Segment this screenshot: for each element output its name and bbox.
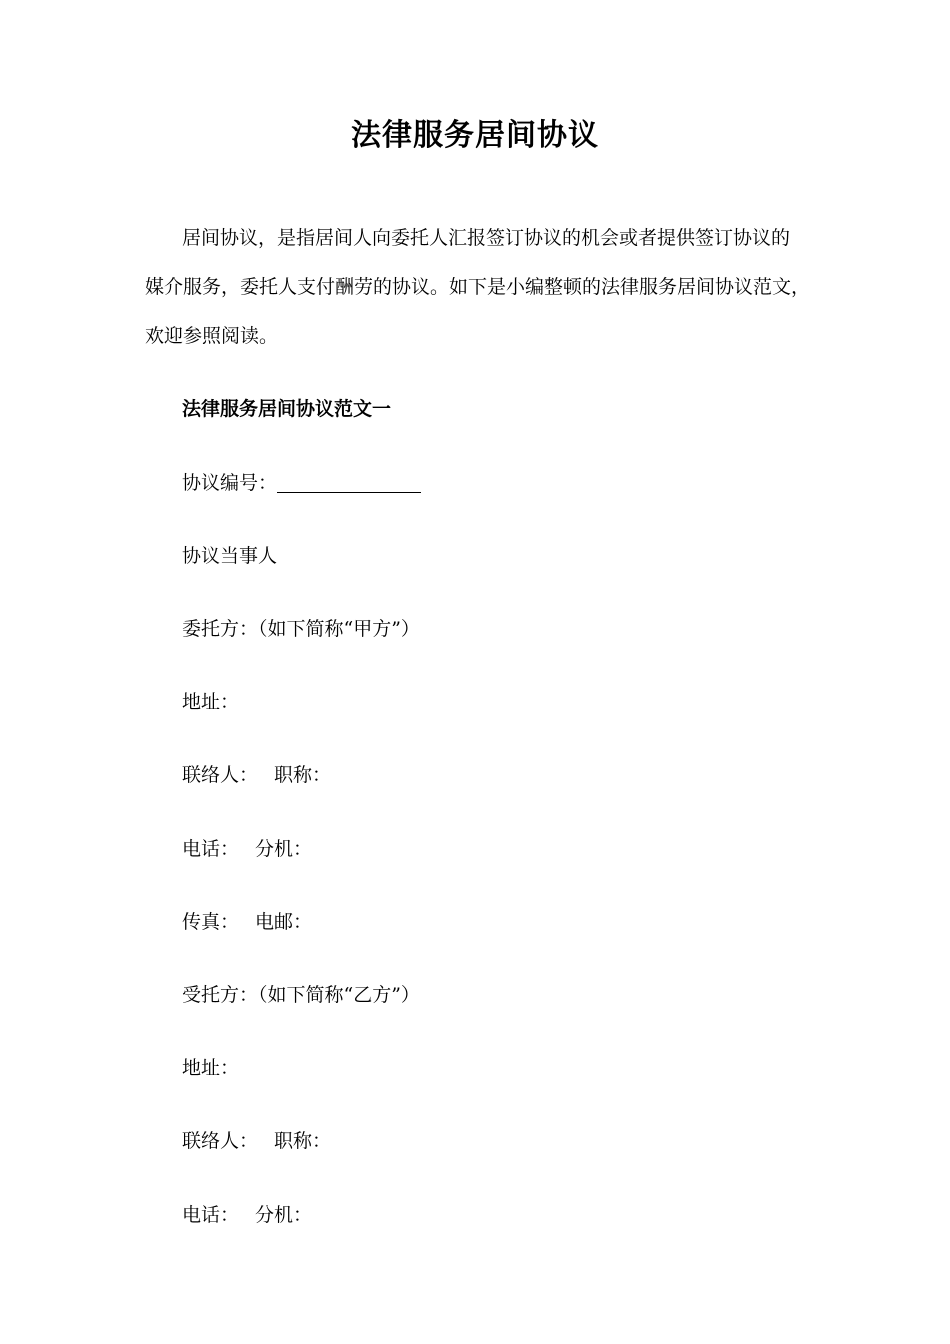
party-b-heading: 受托方：（如下简称“乙方”） [182,984,420,1006]
document-title: 法律服务居间协议 [351,118,599,153]
parties-label: 协议当事人 [182,545,278,567]
intro-line: 欢迎参照阅读。 [145,325,279,347]
party-a-email-label: 电邮： [255,911,313,933]
party-a-phone-row [182,834,312,864]
section-heading: 法律服务居间协议范文一 [182,398,392,420]
party-b-phone-row [182,1200,312,1230]
intro-paragraph [145,214,810,361]
agreement-number-blank [277,472,421,493]
party-a-contact-row [182,760,331,790]
party-b-contact-label: 联络人： [182,1130,259,1152]
intro-line: 媒介服务，委托人支付酬劳的协议。如下是小编整顿的法律服务居间协议范文， [145,276,811,298]
party-b-extension-label: 分机： [255,1204,313,1226]
party-b-contact-row [182,1126,331,1156]
party-a-phone-label: 电话： [182,838,240,860]
party-a-title-label: 职称： [274,764,332,786]
party-b-address: 地址： [182,1057,240,1079]
party-a-address: 地址： [182,691,240,713]
intro-line: 居间协议，是指居间人向委托人汇报签订协议的机会或者提供签订协议的 [182,227,791,249]
party-b-phone-label: 电话： [182,1204,240,1226]
party-a-fax-row [182,907,312,937]
party-a-fax-label: 传真： [182,911,240,933]
agreement-number-row [182,468,421,498]
party-b-title-label: 职称： [274,1130,332,1152]
party-a-contact-label: 联络人： [182,764,259,786]
party-a-heading: 委托方：（如下简称“甲方”） [182,618,420,640]
agreement-number-label: 协议编号： [182,472,278,494]
party-a-extension-label: 分机： [255,838,313,860]
